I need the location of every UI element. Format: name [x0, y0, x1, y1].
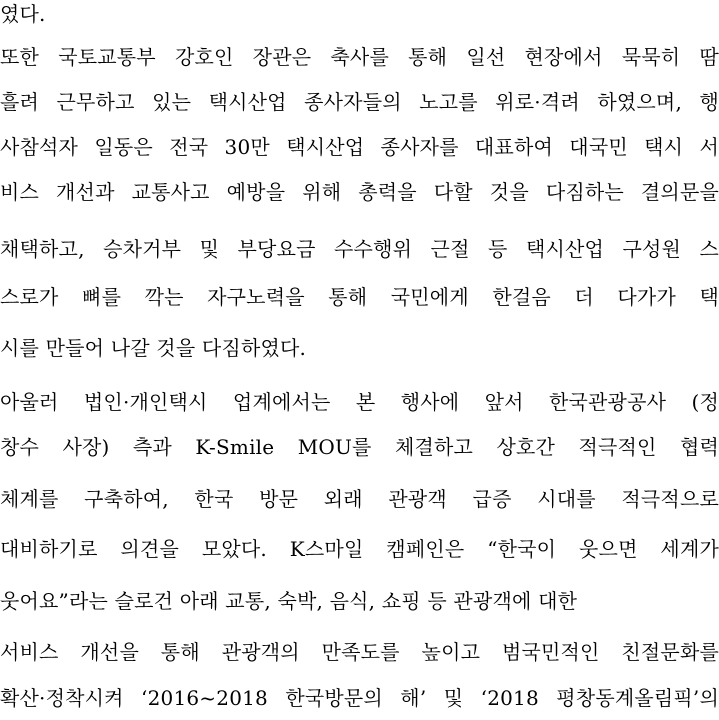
text-line: 확산·정착시켜 ‘2016~2018 한국방문의 해’ 및 ‘2018 평창동계올림픽’의 — [0, 686, 719, 710]
text-line: 비스 개선과 교통사고 예방을 위해 총력을 다할 것을 다짐하는 결의문을 — [0, 180, 719, 204]
text-line: 였다. — [0, 2, 46, 26]
text-line: 창수 사장) 측과 K-Smile MOU를 체결하고 상호간 적극적인 협력 — [0, 435, 719, 459]
text-line: 아울러 법인·개인택시 업계에서는 본 행사에 앞서 한국관광공사 (정 — [0, 390, 719, 414]
text-line: 흘려 근무하고 있는 택시산업 종사자들의 노고를 위로·격려 하였으며, 행 — [0, 90, 719, 114]
text-line: 서비스 개선을 통해 관광객의 만족도를 높이고 범국민적인 친절문화를 — [0, 640, 719, 664]
text-line: 시를 만들어 나갈 것을 다짐하였다. — [0, 336, 307, 360]
text-line: 체계를 구축하여, 한국 방문 외래 관광객 급증 시대를 적극적으로 — [0, 487, 719, 511]
text-line: 또한 국토교통부 강호인 장관은 축사를 통해 일선 현장에서 묵묵히 땀 — [0, 45, 719, 69]
text-line: 스로가 뼈를 깍는 자구노력을 통해 국민에게 한걸음 더 다가가 택 — [0, 285, 719, 309]
text-line: 사참석자 일동은 전국 30만 택시산업 종사자를 대표하여 대국민 택시 서 — [0, 135, 719, 159]
text-line: 웃어요”라는 슬로건 아래 교통, 숙박, 음식, 쇼핑 등 관광객에 대한 — [0, 589, 578, 613]
text-line: 대비하기로 의견을 모았다. K스마일 캠페인은 “한국이 웃으면 세계가 — [0, 537, 719, 561]
text-line: 채택하고, 승차거부 및 부당요금 수수행위 근절 등 택시산업 구성원 스 — [0, 237, 719, 261]
